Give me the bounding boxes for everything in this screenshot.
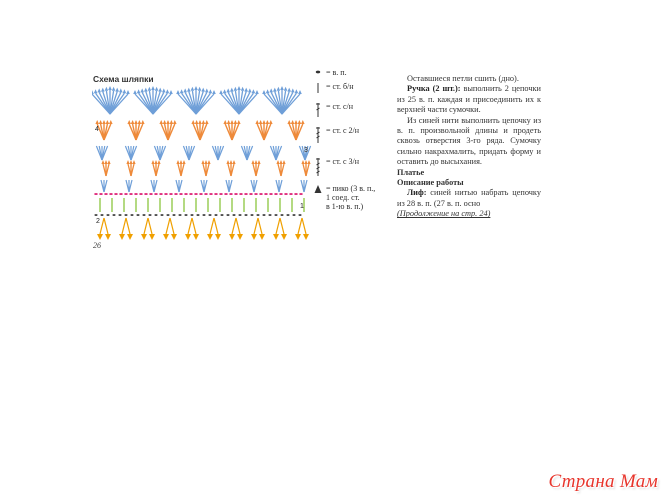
picot-mark [230, 88, 234, 92]
picot-mark [185, 234, 191, 240]
picot-mark [229, 234, 235, 240]
heading-work-description: Описание работы [397, 178, 464, 188]
chain-mark [244, 193, 248, 195]
chain-mark [169, 193, 173, 195]
heading-dress: Платье [397, 167, 425, 177]
picot-mark [198, 87, 202, 91]
picot-mark [126, 160, 129, 164]
stitch-line [236, 218, 240, 234]
chain-mark [244, 214, 247, 216]
chain-mark [172, 214, 175, 216]
picot-mark [227, 120, 231, 124]
picot-mark [280, 86, 284, 90]
picot-mark [226, 88, 230, 92]
picot-mark [112, 87, 116, 91]
chain-mark [94, 214, 97, 216]
crochet-hat-diagram [92, 84, 314, 244]
picot-mark [279, 160, 282, 164]
picot-mark [166, 89, 170, 93]
chain-mark [284, 193, 288, 195]
picot-mark [148, 87, 152, 91]
picot-mark [154, 160, 157, 164]
picot-mark [266, 89, 270, 93]
picot-mark [133, 90, 137, 94]
picot-mark [281, 234, 287, 240]
chain-mark [204, 193, 208, 195]
picot-mark [163, 234, 169, 240]
chain-mark [166, 214, 169, 216]
picot-mark [241, 87, 245, 91]
picot-mark [126, 90, 130, 94]
legend-item-treble-crochet: = ст. с 2/н [312, 126, 392, 144]
stitch-line [280, 218, 284, 234]
picot-mark [131, 120, 135, 124]
picot-mark [166, 120, 170, 124]
picot-mark [191, 120, 195, 124]
chain-mark [149, 193, 153, 195]
picot-mark [104, 160, 107, 164]
article-text [397, 74, 541, 220]
chain-mark [124, 193, 128, 195]
picot-mark [301, 160, 304, 164]
single-crochet-icon [312, 82, 324, 94]
picot-mark [183, 88, 187, 92]
chain-mark [114, 193, 118, 195]
chain-mark [208, 214, 211, 216]
chain-mark [269, 193, 273, 195]
chain-mark [196, 214, 199, 216]
picot-mark [140, 88, 144, 92]
picot-mark [180, 89, 184, 93]
stitch-line [126, 218, 130, 234]
picot-mark [207, 160, 210, 164]
article-paragraph-bodice: Лиф: синей нитью набрать цепочку из 28 в. п. (27 в. п. осно [397, 188, 541, 208]
picot-mark [287, 120, 291, 124]
chain-mark [104, 193, 108, 195]
picot-mark [157, 160, 160, 164]
stitch-line [100, 218, 104, 234]
picot-mark [276, 160, 279, 164]
picot-mark [273, 88, 277, 92]
article-paragraph-1: Оставшиеся петли сшить (дно). [407, 74, 519, 83]
chain-mark [274, 193, 278, 195]
picot-mark [193, 234, 199, 240]
picot-mark [119, 88, 123, 92]
picot-mark [273, 234, 279, 240]
picot-mark [237, 86, 241, 90]
picot-mark [97, 234, 103, 240]
chain-mark [174, 193, 178, 195]
picot-mark [257, 160, 260, 164]
picot-mark [119, 234, 125, 240]
picot-mark [173, 120, 177, 124]
picot-mark [215, 234, 221, 240]
picot-mark [207, 234, 213, 240]
article-paragraph-handle: Ручка (2 шт.): выполнить 2 цепочки из 25 в. п. каждая и присоединить их к верхней части сумочки. [397, 84, 541, 115]
stitch-line [276, 218, 280, 234]
picot-mark [101, 88, 105, 92]
chain-mark [194, 193, 198, 195]
chain-mark [199, 193, 203, 195]
picot-mark [269, 88, 273, 92]
picot-mark [212, 90, 216, 94]
chain-mark [214, 214, 217, 216]
stitch-line [302, 218, 306, 234]
picot-mark [284, 87, 288, 91]
legend-item-picot: = пико (3 в. п., 1 соед. ст. в 1-ю в. п.) [312, 184, 392, 211]
chain-mark [209, 193, 213, 195]
legend-item-chain: = в. п. [312, 68, 392, 77]
stitch-line [258, 218, 262, 234]
picot-mark [237, 234, 243, 240]
picot-mark [298, 90, 302, 94]
picot-mark [158, 88, 162, 92]
chain-mark [94, 193, 98, 195]
chain-mark [254, 193, 258, 195]
chain-mark [238, 214, 241, 216]
chain-mark [134, 193, 138, 195]
chain-mark [144, 193, 148, 195]
stitch-line [104, 218, 108, 234]
chain-mark [139, 193, 143, 195]
picot-mark [204, 160, 207, 164]
stitch-line [214, 218, 218, 234]
chain-mark [234, 193, 238, 195]
picot-mark [171, 234, 177, 240]
treble-crochet-icon [312, 126, 324, 144]
chain-mark [106, 214, 109, 216]
picot-mark [219, 90, 223, 94]
picot-mark [229, 160, 232, 164]
chain-mark [118, 214, 121, 216]
picot-mark [244, 88, 248, 92]
picot-mark [191, 87, 195, 91]
picot-mark [291, 88, 295, 92]
chain-mark [154, 193, 158, 195]
picot-mark [291, 120, 295, 124]
picot-mark [102, 120, 106, 124]
stitch-line [298, 218, 302, 234]
chain-mark [294, 193, 298, 195]
chain-mark [136, 214, 139, 216]
page-number: 26 [93, 241, 101, 250]
picot-mark [307, 160, 310, 164]
chain-mark [99, 193, 103, 195]
picot-mark [109, 120, 113, 124]
stitch-line [148, 218, 152, 234]
stitch-line [122, 218, 126, 234]
scheme-title: Схема шляпки [93, 74, 154, 84]
chain-mark [160, 214, 163, 216]
picot-icon [312, 184, 324, 194]
chain-mark [190, 214, 193, 216]
chain-mark [184, 193, 188, 195]
chain-mark [109, 193, 113, 195]
chain-mark [292, 214, 295, 216]
picot-mark [304, 160, 307, 164]
row-number-label: 2 [96, 218, 100, 225]
chain-mark [262, 214, 265, 216]
chain-mark [232, 214, 235, 216]
chain-mark [119, 193, 123, 195]
stitch-line [188, 218, 192, 234]
picot-mark [159, 120, 163, 124]
chain-mark [178, 214, 181, 216]
picot-mark [129, 160, 132, 164]
triple-treble-crochet-icon [312, 157, 324, 177]
picot-mark [259, 120, 263, 124]
picot-mark [266, 120, 270, 124]
chain-mark [148, 214, 151, 216]
chain-mark [239, 193, 243, 195]
picot-mark [301, 120, 305, 124]
chain-mark [279, 193, 283, 195]
picot-mark [144, 88, 148, 92]
picot-mark [248, 88, 252, 92]
picot-mark [182, 160, 185, 164]
chain-mark [224, 193, 228, 195]
picot-mark [105, 87, 109, 91]
picot-mark [209, 89, 213, 93]
picot-mark [141, 120, 145, 124]
chain-mark [202, 214, 205, 216]
chain-mark [184, 214, 187, 216]
chain-mark [159, 193, 163, 195]
chain-mark [268, 214, 271, 216]
picot-mark [251, 234, 257, 240]
picot-mark [151, 86, 155, 90]
stitch-line [192, 218, 196, 234]
chain-mark [286, 214, 289, 216]
picot-mark [138, 120, 142, 124]
picot-mark [107, 160, 110, 164]
stitch-line [170, 218, 174, 234]
picot-mark [132, 160, 135, 164]
picot-mark [92, 90, 94, 94]
picot-mark [223, 89, 227, 93]
picot-mark [170, 120, 174, 124]
picot-mark [108, 86, 112, 90]
stitch-line [166, 218, 170, 234]
picot-mark [295, 234, 301, 240]
chain-mark [274, 214, 277, 216]
chain-mark [289, 193, 293, 195]
picot-mark [179, 160, 182, 164]
chain-mark [164, 193, 168, 195]
chain-mark [256, 214, 259, 216]
picot-mark [97, 88, 101, 92]
chain-mark [249, 193, 253, 195]
chain-mark [179, 193, 183, 195]
stitch-line [232, 218, 236, 234]
chain-mark [299, 193, 303, 195]
picot-mark [202, 120, 206, 124]
chain-mark [220, 214, 223, 216]
chain-mark [130, 214, 133, 216]
chain-mark [264, 193, 268, 195]
picot-mark [303, 234, 309, 240]
chain-mark [229, 193, 233, 195]
picot-mark [101, 160, 104, 164]
chain-mark [154, 214, 157, 216]
chain-stitch-icon [312, 68, 324, 76]
picot-mark [134, 120, 138, 124]
picot-mark [226, 160, 229, 164]
picot-mark [255, 120, 259, 124]
picot-mark [95, 120, 99, 124]
continued-note[interactable]: (Продолжение на стр. 24) [397, 209, 491, 219]
chain-mark [100, 214, 103, 216]
picot-mark [223, 120, 227, 124]
picot-mark [255, 90, 259, 94]
picot-mark [259, 234, 265, 240]
chain-mark [259, 193, 263, 195]
picot-mark [205, 120, 209, 124]
chain-mark [142, 214, 145, 216]
picot-mark [127, 120, 131, 124]
chain-mark [250, 214, 253, 216]
picot-mark [234, 87, 238, 91]
picot-mark [176, 90, 180, 94]
picot-mark [141, 234, 147, 240]
row-number-label: 4 [95, 126, 99, 133]
picot-mark [295, 89, 299, 93]
picot-mark [127, 234, 133, 240]
picot-mark [262, 90, 266, 94]
picot-mark [262, 120, 266, 124]
picot-mark [105, 234, 111, 240]
picot-mark [201, 88, 205, 92]
picot-mark [298, 120, 302, 124]
picot-mark [232, 160, 235, 164]
stitch-line [144, 218, 148, 234]
stitch-line [210, 218, 214, 234]
picot-mark [99, 120, 103, 124]
row-number-label: 1 [300, 203, 304, 210]
picot-mark [205, 88, 209, 92]
picot-mark [282, 160, 285, 164]
chain-mark [214, 193, 218, 195]
picot-mark [176, 160, 179, 164]
picot-mark [155, 87, 159, 91]
picot-mark [251, 160, 254, 164]
legend-item-triple-treble-crochet: = ст. с 3/н [312, 157, 392, 177]
chain-mark [124, 214, 127, 216]
picot-mark [194, 86, 198, 90]
stitch-line [254, 218, 258, 234]
picot-mark [201, 160, 204, 164]
watermark-logo: Страна Мам [548, 471, 658, 492]
double-crochet-icon [312, 102, 324, 118]
picot-mark [198, 120, 202, 124]
article-paragraph-3: Из синей нити выполнить цепочку из в. п. произвольной длины и продеть сквозь отверстия 3-го ряда. Сумочку сильно накрахмалить, придать форму и оставить до высыхания. [397, 115, 541, 167]
picot-mark [269, 120, 273, 124]
chain-mark [219, 193, 223, 195]
picot-mark [151, 160, 154, 164]
chain-mark [280, 214, 283, 216]
picot-mark [149, 234, 155, 240]
picot-mark [106, 120, 110, 124]
chain-mark [112, 214, 115, 216]
chain-mark [298, 214, 301, 216]
picot-mark [254, 160, 257, 164]
picot-mark [294, 120, 298, 124]
legend-item-single-crochet: = ст. б/н [312, 82, 392, 94]
picot-mark [277, 87, 281, 91]
picot-mark [234, 120, 238, 124]
chain-mark [226, 214, 229, 216]
picot-mark [237, 120, 241, 124]
chain-mark [189, 193, 193, 195]
picot-mark [195, 120, 199, 124]
picot-mark [163, 120, 167, 124]
legend-item-double-crochet: = ст. с/н [312, 102, 392, 118]
picot-mark [187, 88, 191, 92]
picot-mark [252, 89, 256, 93]
picot-mark [287, 88, 291, 92]
picot-mark [230, 120, 234, 124]
picot-mark [169, 90, 173, 94]
row-number-label: 3 [304, 147, 308, 154]
picot-mark [94, 89, 98, 93]
picot-mark [162, 88, 166, 92]
picot-mark [123, 89, 127, 93]
picot-mark [115, 88, 119, 92]
chain-mark [129, 193, 133, 195]
picot-mark [137, 89, 141, 93]
